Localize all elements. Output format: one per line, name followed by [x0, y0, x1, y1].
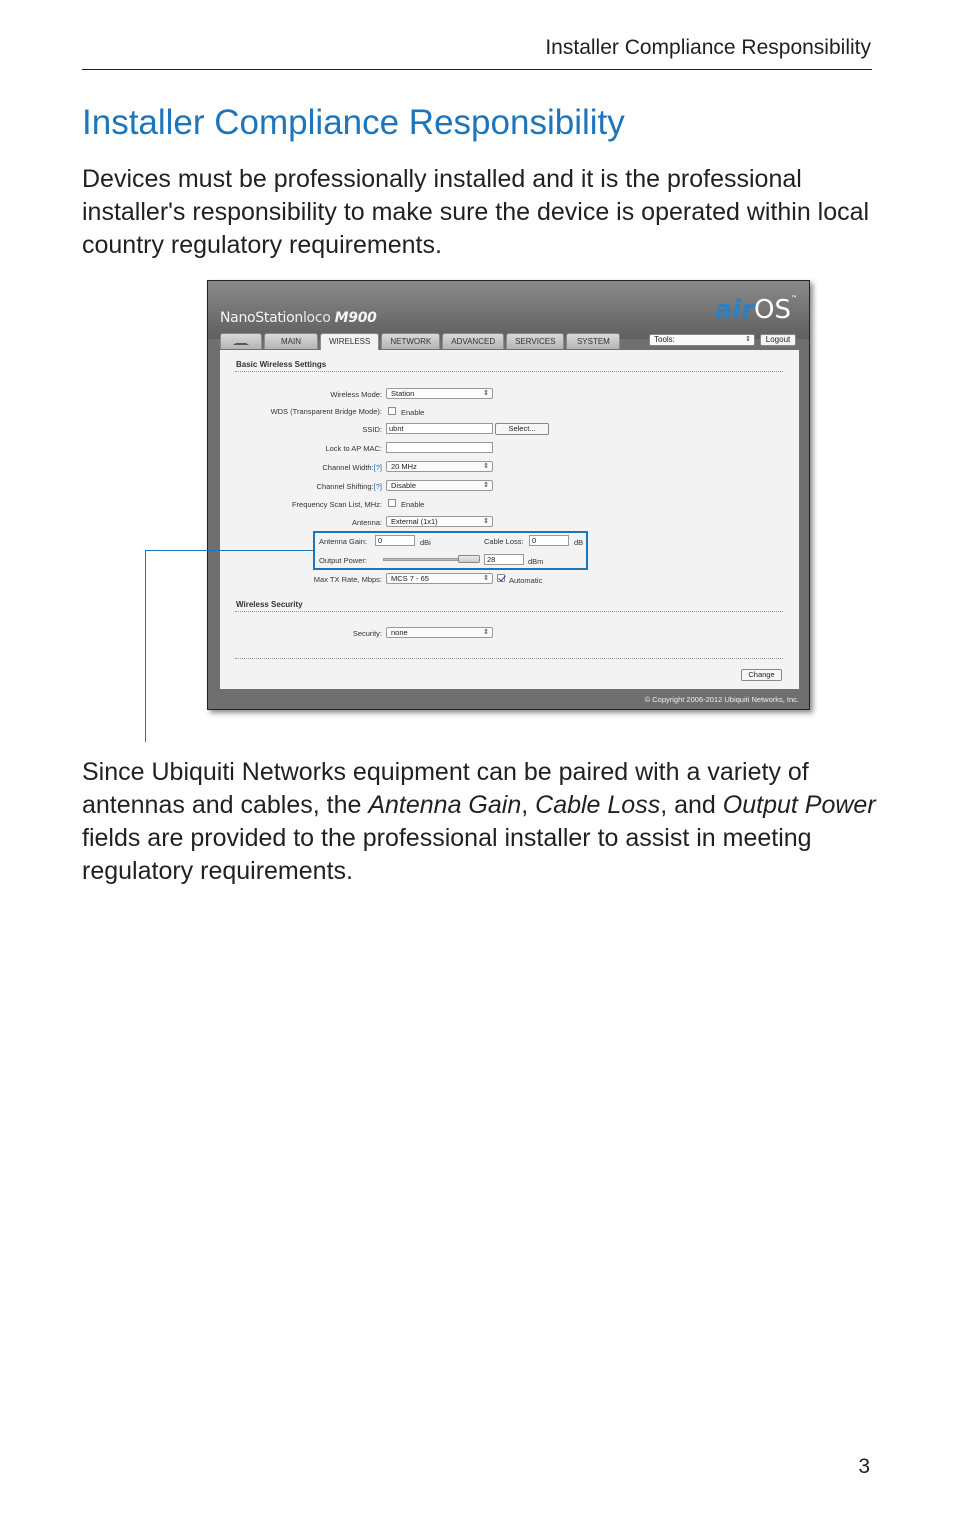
- security-select[interactable]: [386, 627, 493, 638]
- airos-logo: [715, 295, 797, 325]
- channel-shifting-label: [207, 482, 382, 491]
- lock-ap-mac-input[interactable]: [386, 442, 493, 453]
- freq-scan-enable-label: Enable: [401, 500, 425, 509]
- max-tx-rate-select[interactable]: [386, 573, 493, 584]
- tab-advanced[interactable]: ADVANCED: [442, 333, 504, 349]
- page-title: Installer Compliance Responsibility: [82, 103, 625, 142]
- select-arrows-icon: ⇕: [483, 390, 489, 397]
- wds-enable-label: Enable: [401, 408, 425, 417]
- tab-services[interactable]: SERVICES: [506, 333, 564, 349]
- header-rule: [82, 69, 872, 70]
- antenna-select[interactable]: [386, 516, 493, 527]
- section-divider: [235, 371, 783, 372]
- ssid-input[interactable]: ubnt: [386, 423, 493, 434]
- select-arrows-icon: ⇕: [745, 336, 751, 343]
- ssid-select-button[interactable]: Select...: [495, 423, 549, 435]
- product-brand: NanoStation: [220, 310, 303, 326]
- callout-highlight-box: [313, 531, 588, 570]
- max-tx-rate-label: Max TX Rate, Mbps:: [313, 575, 382, 584]
- airos-logo-os: OS: [754, 295, 791, 325]
- antenna-gain-label: Antenna Gain:: [319, 537, 367, 546]
- channel-shifting-help-link[interactable]: [?]: [373, 482, 382, 491]
- basic-wireless-settings-heading: Basic Wireless Settings: [236, 360, 327, 369]
- section-divider: [235, 658, 783, 659]
- select-arrows-icon: ⇕: [483, 518, 489, 525]
- tab-main[interactable]: MAIN: [264, 333, 318, 349]
- callout-line-horizontal: [145, 550, 313, 551]
- settings-panel: [220, 350, 799, 690]
- tools-select[interactable]: [649, 334, 755, 346]
- ubiquiti-logo-icon: [233, 337, 249, 345]
- intro-paragraph: Devices must be professionally installed and it is the professional installer's responsibility to make sure the device is operated within local country regulatory requirements.: [82, 165, 870, 259]
- copyright-text: © Copyright 2006-2012 Ubiquiti Networks, Inc.: [644, 695, 799, 704]
- product-model-thin: loco: [302, 310, 331, 326]
- antenna-label: Antenna:: [351, 518, 382, 527]
- select-arrows-icon: ⇕: [483, 482, 489, 489]
- output-power-label: Output Power:: [319, 556, 367, 565]
- antenna-value: External (1x1): [391, 517, 438, 526]
- cable-loss-term: Cable Loss: [535, 791, 661, 819]
- channel-shifting-label-text: Channel Shifting:: [316, 482, 374, 491]
- airos-logo-air: air: [714, 295, 755, 325]
- callout-line-vertical: [145, 550, 146, 742]
- security-label: Security:: [352, 629, 382, 638]
- outro-sep2: , and: [660, 791, 723, 819]
- channel-width-label: [207, 463, 382, 472]
- select-arrows-icon: ⇕: [483, 575, 489, 582]
- cable-loss-label: Cable Loss:: [484, 537, 524, 546]
- tab-bar: [220, 333, 620, 350]
- logout-button[interactable]: Logout: [760, 334, 796, 346]
- running-header: Installer Compliance Responsibility: [545, 36, 871, 59]
- antenna-gain-term: Antenna Gain: [368, 791, 522, 819]
- wds-enable-checkbox[interactable]: [388, 407, 396, 415]
- antenna-gain-unit: dBi: [420, 538, 431, 547]
- tab-network[interactable]: NETWORK: [381, 333, 440, 349]
- airos-logo-tm: ™: [791, 295, 797, 302]
- automatic-label: Automatic: [509, 576, 543, 585]
- tab-system[interactable]: SYSTEM: [566, 333, 620, 349]
- select-arrows-icon: ⇕: [483, 629, 489, 636]
- outro-sep1: ,: [521, 791, 536, 819]
- output-power-input[interactable]: 28: [484, 554, 524, 565]
- wireless-mode-label: Wireless Mode:: [330, 390, 382, 399]
- security-value: none: [391, 628, 408, 637]
- product-model: M900: [334, 310, 377, 326]
- freq-scan-enable-checkbox[interactable]: [388, 499, 396, 507]
- wds-label: WDS (Transparent Bridge Mode):: [270, 407, 382, 416]
- tab-wireless[interactable]: WIRELESS: [320, 333, 379, 350]
- airos-screenshot: [207, 280, 810, 710]
- lock-ap-mac-label: Lock to AP MAC:: [325, 444, 382, 453]
- cable-loss-input[interactable]: 0: [529, 535, 569, 546]
- cable-loss-unit: dB: [574, 538, 584, 547]
- wireless-mode-select[interactable]: [386, 388, 493, 399]
- product-name: [220, 310, 377, 326]
- channel-shifting-select[interactable]: [386, 480, 493, 491]
- tools-select-value: Tools:: [654, 335, 675, 344]
- page-number: 3: [858, 1455, 870, 1478]
- wireless-mode-value: Station: [391, 389, 415, 398]
- outro-paragraph: [82, 756, 882, 888]
- tab-ubiquiti-logo[interactable]: [220, 333, 262, 349]
- channel-width-label-text: Channel Width:: [322, 463, 374, 472]
- wireless-security-heading: Wireless Security: [236, 600, 303, 609]
- automatic-checkbox[interactable]: [497, 574, 505, 582]
- antenna-gain-input[interactable]: 0: [375, 535, 415, 546]
- output-power-term: Output Power: [722, 791, 876, 819]
- channel-width-select[interactable]: [386, 461, 493, 472]
- max-tx-rate-value: MCS 7 - 65: [391, 574, 429, 583]
- outro-text-part2: fields are provided to the professional installer to assist in meeting regulatory requirements.: [82, 824, 812, 885]
- freq-scan-label: Frequency Scan List, MHz:: [291, 500, 382, 509]
- change-button[interactable]: Change: [741, 669, 782, 681]
- channel-shifting-value: Disable: [391, 481, 417, 490]
- select-arrows-icon: ⇕: [483, 463, 489, 470]
- outro-text-part1: Since Ubiquiti Networks equipment can be paired with a variety of antennas and cables, the: [82, 758, 809, 819]
- channel-width-help-link[interactable]: [?]: [373, 463, 382, 472]
- output-power-unit: dBm: [528, 557, 544, 566]
- section-divider: [235, 611, 783, 612]
- channel-width-value: 20 MHz: [391, 462, 417, 471]
- ssid-label: SSID:: [362, 425, 382, 434]
